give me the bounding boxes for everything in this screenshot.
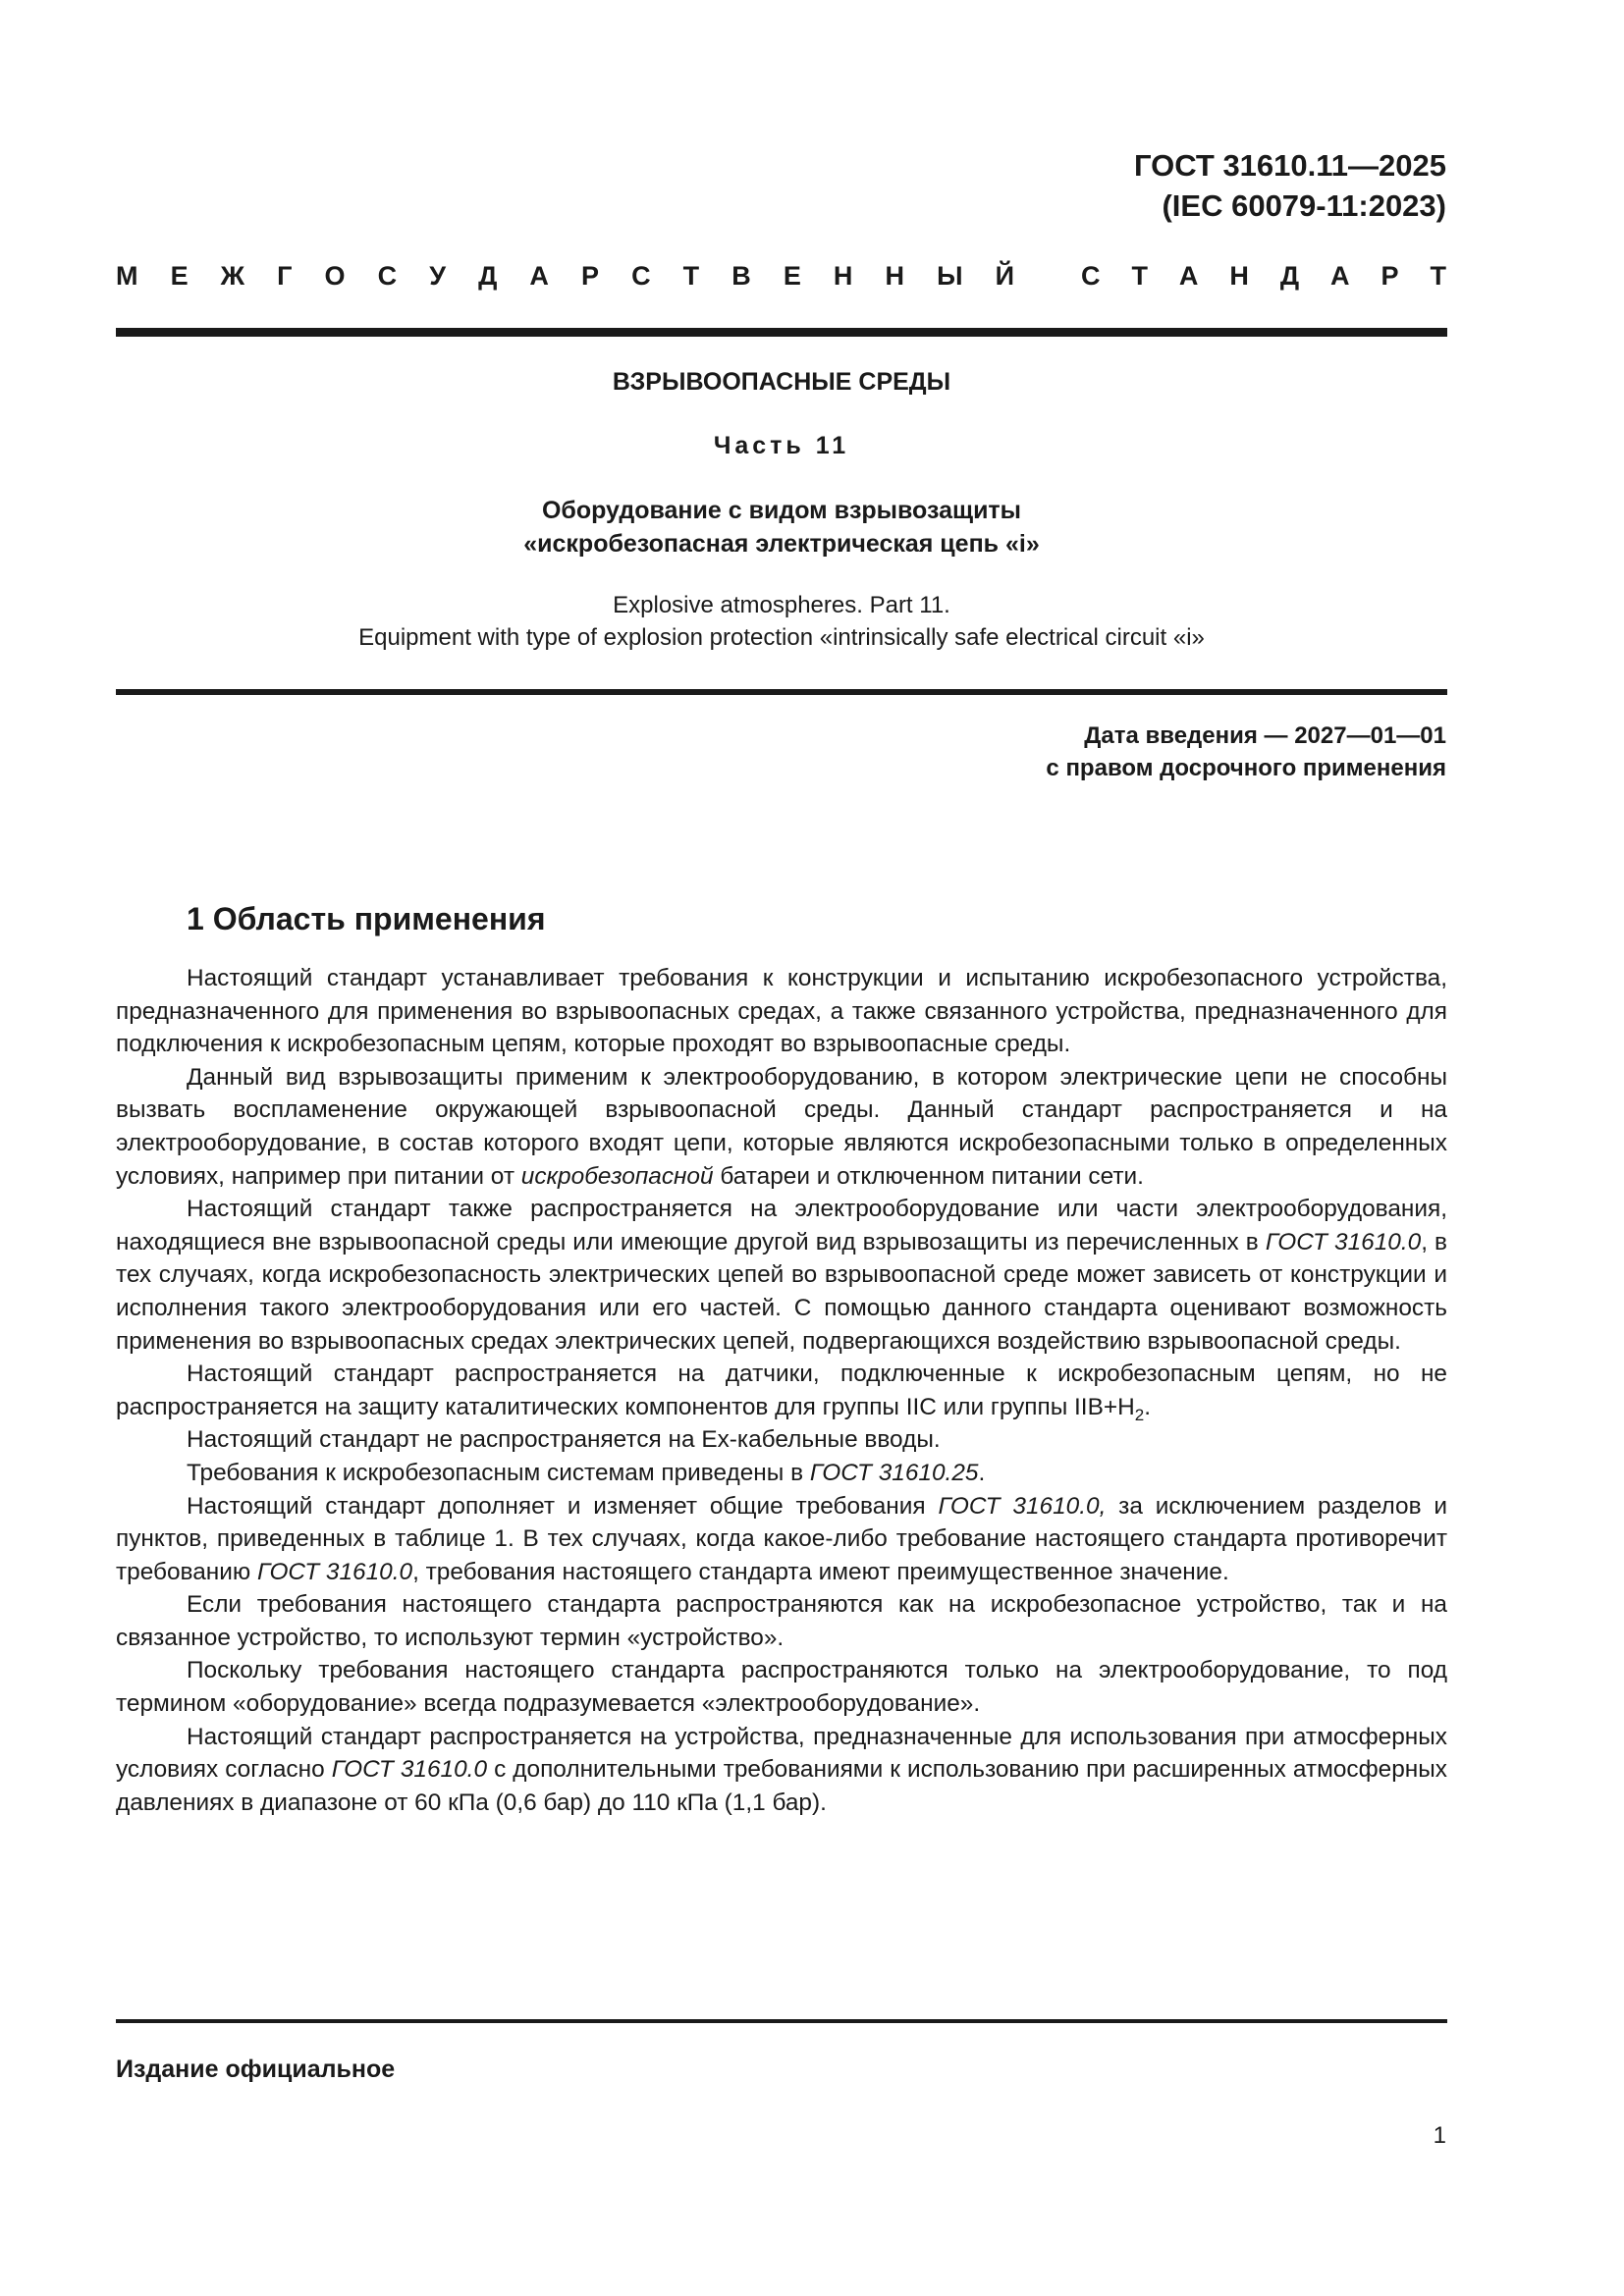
introduction-date: Дата введения — 2027—01—01 [1084,722,1446,749]
top-divider [116,328,1447,337]
banner-letter: М [116,261,138,291]
standard-type-word-interstate [116,259,1014,293]
introduction-date-block [1046,720,1446,784]
banner-letter: Т [682,261,700,291]
subtitle-line-2: «искробезопасная электрическая цепь «i» [523,530,1040,558]
standard-type-word-standard [1081,259,1446,293]
banner-letter: Т [1430,261,1446,291]
banner-letter: Е [783,261,801,291]
banner-letter: В [731,261,751,291]
banner-letter: Р [1380,261,1399,291]
standard-reference: ГОСТ 31610.0 [331,1756,488,1784]
banner-letter: Г [277,261,293,291]
paragraph: Настоящий стандарт также распространяется на электрооборудование или части электрооборудования, находящиеся вне взрывоопасной среды или имеющие другой вид взрывозащиты из перечисленных в ГОСТ 31610.0, в тех случаях, когда искробезопасность электрических цепей во взрывоопасной среде может зависеть от конструкции и исполнения такого электрооборудования или его частей. С помощью данного стандарта оценивают возможность применения во взрывоопасных средах электрических цепей, подвергающихся воздействию взрывоопасной среды. [116,1196,1448,1355]
banner-letter: О [324,261,346,291]
banner-letter: У [429,261,447,291]
document-title: ВЗРЫВООПАСНЫЕ СРЕДЫ [612,368,951,396]
paragraph: Требования к искробезопасным системам приведены в ГОСТ 31610.25. [187,1459,986,1486]
banner-letter: Н [1229,261,1249,291]
title-divider [116,689,1447,695]
subscript: 2 [1134,1405,1145,1424]
section-heading-scope: 1 Область применения [187,901,546,936]
standard-type-banner [116,259,1446,293]
designation-gost: ГОСТ 31610.11—2025 [1134,148,1446,183]
early-application-note: с правом досрочного применения [1046,755,1446,781]
paragraph: Настоящий стандарт распространяется на датчики, подключенные к искробезопасным цепям, но не распространяется на защиту каталитических компонентов для группы IIC или группы $IIB+H_2$. [116,1361,1447,1424]
standard-reference: ГОСТ 31610.0 [256,1558,413,1585]
banner-letter: С [631,261,651,291]
standard-reference: ГОСТ 31610.0 [1265,1228,1422,1255]
banner-letter: Й [995,261,1014,291]
paragraph: Настоящий стандарт дополняет и изменяет общие требования ГОСТ 31610.0, за исключением разделов и пунктов, приведенных в таблице 1. В тех случаях, когда какое-либо требование настоящего стандарта противоречит требованию ГОСТ 31610.0, требования настоящего стандарта имеют преимущественное значение. [116,1492,1448,1585]
english-title-line-2: Equipment with type of explosion protection «intrinsically safe electrical circuit «i» [358,624,1205,651]
english-title [116,589,1447,654]
banner-letter: С [377,261,398,291]
banner-letter: Н [833,261,853,291]
paragraph: Настоящий стандарт устанавливает требования к конструкции и испытанию искробезопасного устройства, предназначенного для применения во взрывоопасных средах, а также связанного устройства, предназначенного для подключения к искробезопасным цепям, которые проходят во взрывоопасные среды. [116,965,1447,1058]
document-part: Часть 11 [713,432,850,459]
banner-letter: Ы [937,261,963,291]
designation-iec: (IEC 60079-11:2023) [1162,188,1446,223]
paragraph: Настоящий стандарт распространяется на устройства, предназначенные для использования при атмосферных условиях согласно ГОСТ 31610.0 с дополнительными требованиями к использованию при расширенных атмосферных давлениях в диапазоне от 60 кПа (0,6 бар) до 110 кПа (1,1 бар). [116,1723,1447,1816]
document-subtitle [116,494,1447,561]
banner-letter: Н [885,261,904,291]
italic-term: искробезопасной [520,1162,714,1190]
standard-reference: ГОСТ 31610.0, [938,1492,1107,1520]
banner-letter: Р [581,261,600,291]
paragraph: Настоящий стандарт не распространяется на Ex-кабельные вводы. [187,1426,941,1454]
banner-letter: Д [1279,261,1300,291]
banner-letter: Т [1131,261,1148,291]
section-body-scope [116,962,1447,1819]
paragraph: Поскольку требования настоящего стандарта распространяются только на электрооборудование, то под термином «оборудование» всегда подразумевается «электрооборудование». [116,1657,1447,1718]
page-number: 1 [1433,2122,1446,2149]
footer-divider [116,2019,1447,2023]
official-edition-label: Издание официальное [116,2056,396,2083]
subtitle-line-1: Оборудование с видом взрывозащиты [541,497,1022,524]
banner-letter: Ж [220,261,245,291]
standard-reference: ГОСТ 31610.25 [809,1459,979,1486]
standard-designation [1134,145,1446,226]
paragraph: Данный вид взрывозащиты применим к электрооборудованию, в котором электрические цепи не способны вызвать воспламенение окружающей взрывоопасной среды. Данный стандарт распространяется и на электрооборудование, в состав которого входят цепи, которые являются искробезопасными только в определенных условиях, например при питании от искробезопасной батареи и отключенном питании сети. [116,1063,1447,1190]
banner-letter: Е [170,261,189,291]
banner-letter: С [1081,261,1101,291]
english-title-line-1: Explosive atmospheres. Part 11. [613,592,950,618]
banner-letter: А [1178,261,1199,291]
banner-letter: А [529,261,549,291]
banner-letter: Д [478,261,498,291]
paragraph: Если требования настоящего стандарта распространяются как на искробезопасное устройство, так и на связанное устройство, то используют термин «устройство». [116,1591,1447,1651]
banner-letter: А [1330,261,1350,291]
